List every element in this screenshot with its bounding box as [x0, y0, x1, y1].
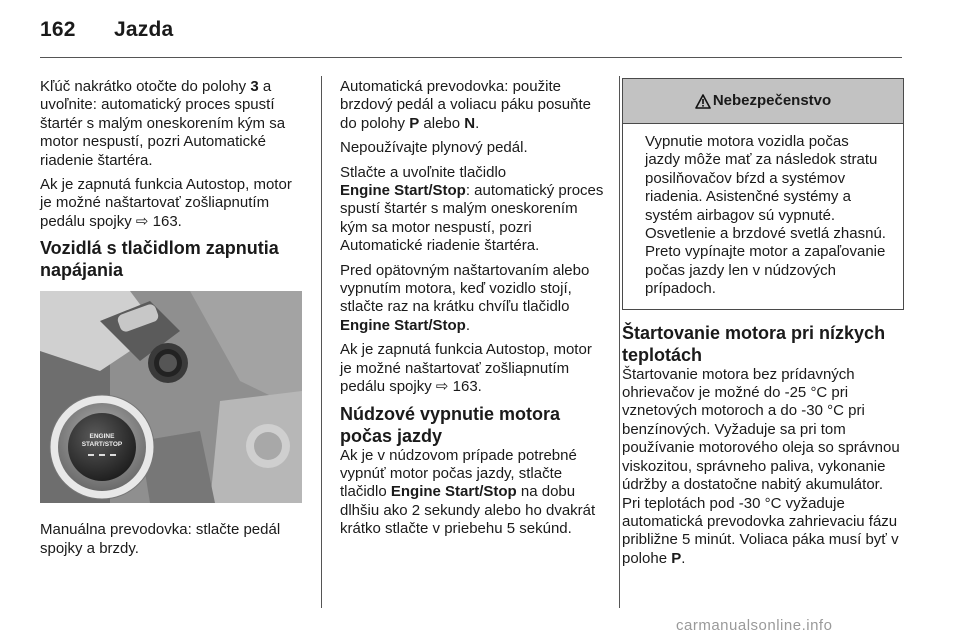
section-heading: Núdzové vypnutie motora počas jazdy — [340, 403, 561, 446]
engine-start-stop-photo — [40, 291, 302, 503]
dashboard-illustration — [40, 291, 302, 503]
paragraph: Pred opätovným naštartovaním alebo vypnutím motora, keď vozidlo stojí, stlačte raz na krátku chvíľu tlačidlo Engine Start/Stop. — [340, 261, 590, 334]
column-1 — [40, 78, 306, 564]
section-heading: Štartovanie motora pri nízkych teplotách — [622, 322, 886, 365]
paragraph: Automatická prevodovka: použite brzdový pedál a voliacu páku posuňte do polohy P alebo N. — [340, 78, 592, 132]
paragraph: Ak je zapnutá funkcia Autostop, motor je možné naštartovať zošliapnutím pedálu spojky ⇨ 163. — [340, 341, 592, 396]
page-header — [40, 18, 173, 42]
image-caption: Manuálna prevodovka: stlačte pedál spojky a brzdy. — [40, 521, 281, 557]
warning-title: Nebezpečenstvo — [712, 91, 832, 109]
column-3 — [622, 78, 904, 574]
section-heading: Vozidlá s tlačidlom zapnutia napájania — [40, 238, 279, 281]
button-label-line2: START/STOP — [81, 441, 123, 449]
paragraph: Ak je zapnutá funkcia Autostop, motor je možné naštartovať zošliapnutím pedálu spojky ⇨ 163. — [40, 176, 292, 230]
warning-box — [622, 78, 904, 310]
header-rule — [40, 57, 902, 58]
warning-header — [623, 79, 903, 124]
page-ref-link[interactable]: 163. — [452, 378, 482, 396]
paragraph: Stlačte a uvoľnite tlačidlo Engine Start/Stop: automatický proces spustí štartér s malým oneskorením kým sa motor nespustí, pozri Automatické riadenie štartéra. — [340, 163, 604, 255]
page-number: 162 — [40, 18, 76, 41]
column-divider-1 — [321, 76, 322, 608]
column-2 — [340, 78, 606, 545]
warning-triangle-icon — [695, 94, 711, 109]
paragraph: Nepoužívajte plynový pedál. — [340, 139, 528, 157]
paragraph: Kľúč nakrátko otočte do polohy 3 a uvoľnite: automatický proces spustí štartér s malým oneskorením kým sa motor nespustí, pozri Automatické riadenie štartéra. — [40, 78, 286, 169]
column-divider-2 — [619, 76, 620, 608]
page-ref-arrow-icon: ⇨ — [135, 212, 153, 230]
paragraph: Štartovanie motora bez prídavných ohrievačov je možné do -25 °C pri vznetových motoroch a do -30 °C pri benzínových. Vyžaduje sa pri tom používanie motorového oleja so správnou viskozitou, správneho paliva, vykonanie údržby a dostatočne nabitý akumulátor. Pri teplotách pod -30 °C vyžaduje automatická prevodovka zahrievaciu fázu približne 5 minút. Voliaca páka musí byť v polohe P. — [622, 365, 900, 567]
button-label-line1: ENGINE — [89, 433, 115, 441]
warning-text: Vypnutie motora vozidla počas jazdy môže mať za následok stratu posilňovačov bŕzd a systémov riadenia. Asistenčné systémy a systém airbagov sú vypnuté. Osvetlenie a brzdové svetlá zhasnú. Preto vypínajte motor a zapaľovanie počas jazdy len v núdzových prípadoch. — [645, 133, 886, 298]
page-ref-link[interactable]: 163. — [152, 212, 182, 230]
chapter-title: Jazda — [114, 18, 174, 41]
paragraph: Ak je v núdzovom prípade potrebné vypnúť motor počas jazdy, stlačte tlačidlo Engine Start/Stop na dobu dlhšiu ako 2 sekundy alebo ho dvakrát krátko stlačte v priebehu 5 sekúnd. — [340, 446, 596, 538]
watermark: carmanualsonline.info — [676, 617, 833, 634]
page-ref-arrow-icon: ⇨ — [435, 378, 453, 396]
